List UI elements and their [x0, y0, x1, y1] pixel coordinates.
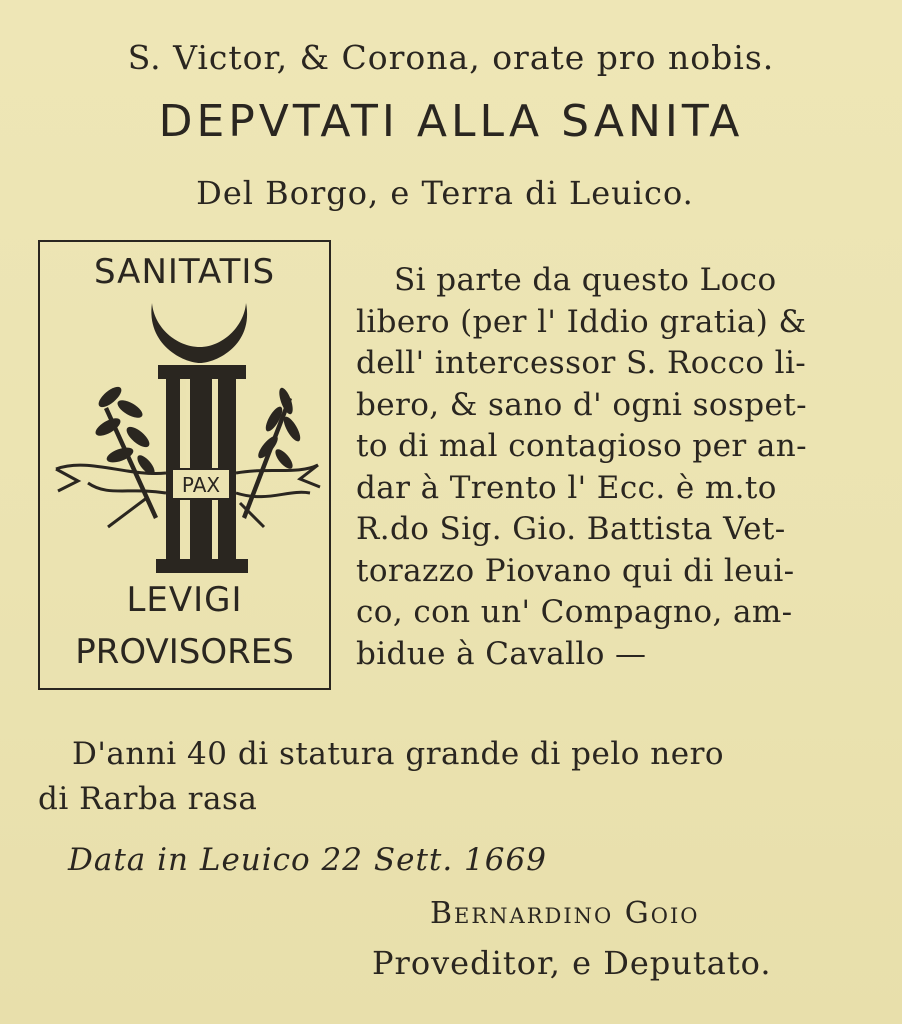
- body-line: to di mal contagioso per an-: [356, 428, 807, 464]
- body-line: dar à Trento l' Ecc. è m.to: [356, 469, 777, 506]
- health-seal: [38, 240, 331, 690]
- body-line: torazzo Piovano qui di leui-: [356, 552, 795, 589]
- description-line: D'anni 40 di statura grande di pelo nero: [72, 736, 725, 772]
- seal-bottom-text: PROVISORES: [75, 632, 294, 672]
- traveler-description: [38, 732, 878, 822]
- body-line: R.do Sig. Gio. Battista Vet-: [356, 511, 786, 547]
- body-line: bero, & sano d' ogni sospet-: [356, 386, 807, 423]
- body-line: Si parte da questo Loco: [394, 262, 777, 298]
- invocation-line: S. Victor, & Corona, orate pro nobis.: [127, 38, 775, 77]
- body-paragraph: [356, 260, 856, 675]
- body-line: bidue à Cavallo —: [356, 635, 647, 672]
- signer-role: Proveditor, e Deputato.: [372, 944, 772, 982]
- body-line: dell' intercessor S. Rocco li-: [356, 345, 807, 381]
- document-subtitle: Del Borgo, e Terra di Leuico.: [196, 174, 694, 212]
- body-line: libero (per l' Iddio gratia) &: [356, 303, 807, 340]
- description-line: di Rarba rasa: [38, 781, 258, 817]
- body-line: co, con un' Compagno, am-: [356, 594, 793, 630]
- seal-middle-text: LEVIGI: [126, 580, 243, 620]
- seal-center-text: PAX: [181, 473, 221, 497]
- seal-top-text: SANITATIS: [93, 252, 276, 292]
- signer-name: Bernardino Goio: [430, 896, 700, 931]
- seal-emblem-icon: [48, 297, 324, 577]
- crescent-moon-icon: [151, 303, 247, 363]
- right-branch-icon: [242, 386, 303, 519]
- document-title: DEPVTATI ALLA SANITA: [158, 96, 744, 147]
- issue-date: Data in Leuico 22 Sett. 1669: [68, 842, 547, 878]
